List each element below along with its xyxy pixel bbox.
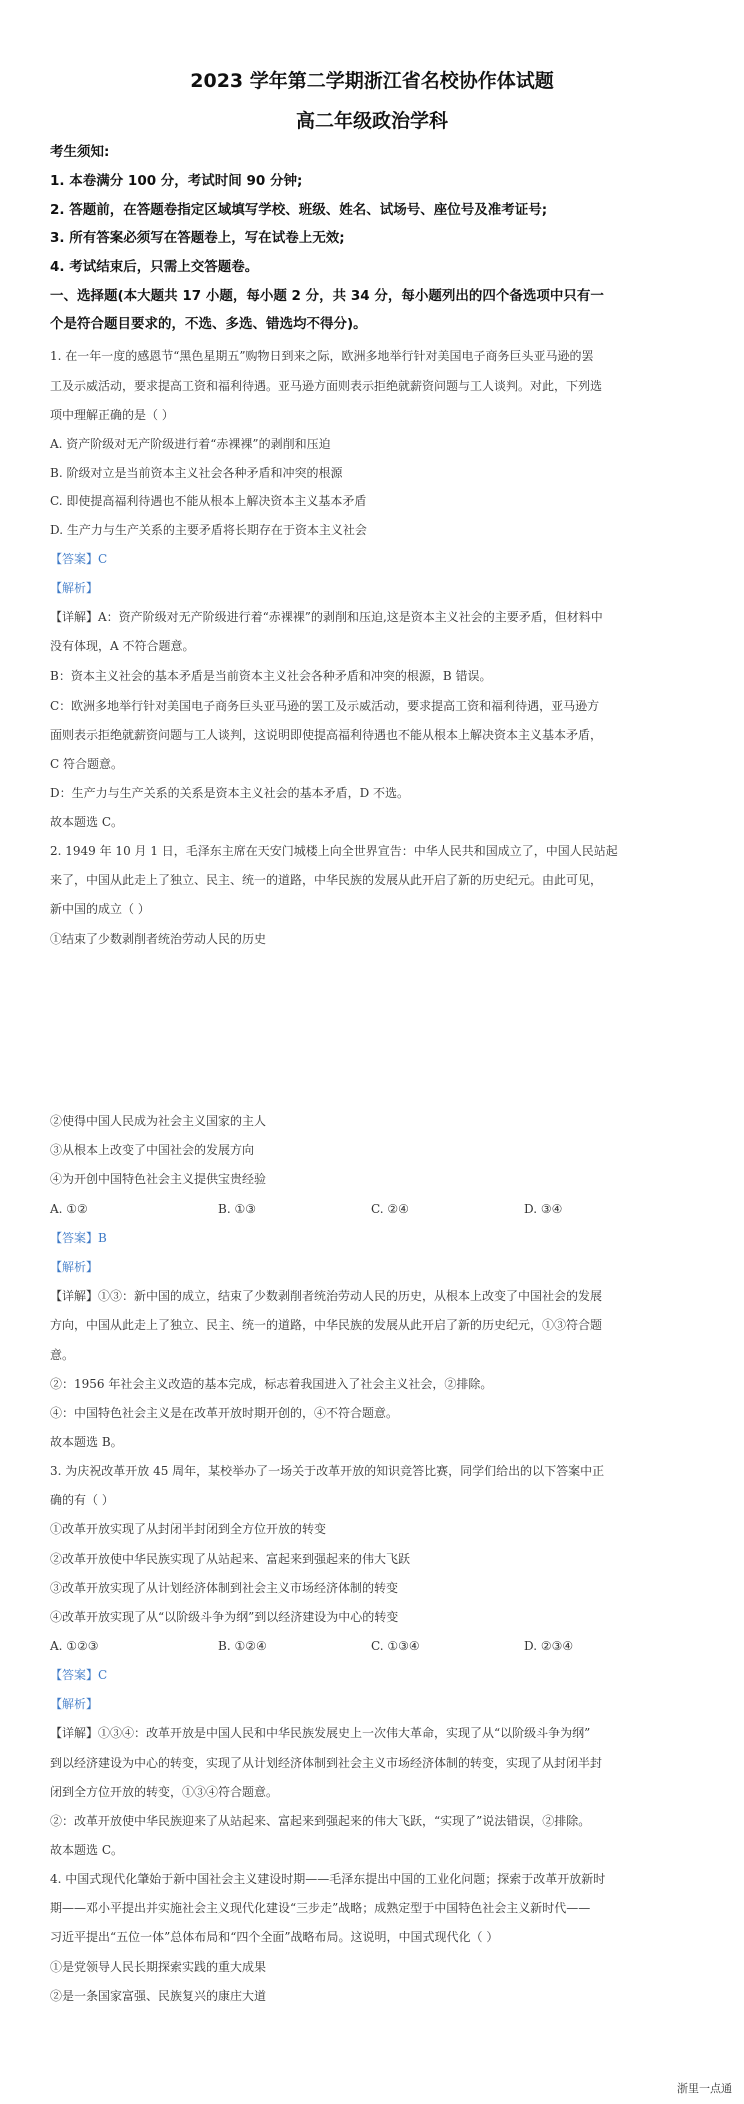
detail-line: 意。 bbox=[50, 1348, 75, 1362]
exam-subtitle: 高二年级政治学科 bbox=[295, 110, 448, 132]
question-stem: 4. 中国式现代化肇始于新中国社会主义建设时期——毛泽东提出中国的工业化问题；探索于改革开放新时 bbox=[50, 1872, 606, 1886]
analysis-label: 【解析】 bbox=[50, 581, 99, 595]
option-c: C. 即使提高福利待遇也不能从根本上解决资本主义基本矛盾 bbox=[50, 494, 367, 508]
section-heading: 一、选择题(本大题共 17 小题，每小题 2 分，共 34 分，每小题列出的四个备选项中只有一 bbox=[50, 288, 604, 304]
notice-item: 3. 所有答案必须写在答题卷上，写在试卷上无效; bbox=[50, 230, 345, 246]
question-stem: 确的有（ ） bbox=[50, 1493, 114, 1507]
notice-item: 1. 本卷满分 100 分，考试时间 90 分钟; bbox=[50, 173, 303, 189]
notice-heading: 考生须知: bbox=[50, 144, 110, 160]
detail-line: 故本题选 B。 bbox=[50, 1435, 123, 1449]
detail-line: ④：中国特色社会主义是在改革开放时期开创的，④不符合题意。 bbox=[50, 1406, 399, 1420]
detail-line: B：资本主义社会的基本矛盾是当前资本主义社会各种矛盾和冲突的根源，B 错误。 bbox=[50, 669, 492, 683]
statement-item: ①结束了少数剥削者统治劳动人民的历史 bbox=[50, 932, 267, 946]
question-stem: 3. 为庆祝改革开放 45 周年，某校举办了一场关于改革开放的知识竞答比赛，同学们给出的以下答案中正 bbox=[50, 1464, 605, 1478]
statement-item: ②是一条国家富强、民族复兴的康庄大道 bbox=[50, 1989, 267, 2003]
question-stem: 2. 1949 年 10 月 1 日，毛泽东主席在天安门城楼上向全世界宣告：中华人民共和国成立了，中国人民站起 bbox=[50, 844, 618, 858]
answer-label: 【答案】B bbox=[50, 1231, 107, 1245]
choice-b: B. ①③ bbox=[218, 1202, 256, 1216]
option-b: B. 阶级对立是当前资本主义社会各种矛盾和冲突的根源 bbox=[50, 466, 343, 480]
detail-line: C：欧洲多地举行针对美国电子商务巨头亚马逊的罢工及示威活动，要求提高工资和福利待遇，亚马逊方 bbox=[50, 699, 600, 713]
statement-item: ①是党领导人民长期探索实践的重大成果 bbox=[50, 1960, 267, 1974]
detail-line: ②：改革开放使中华民族迎来了从站起来、富起来到强起来的伟大飞跃，“实现了”说法错误，②排除。 bbox=[50, 1814, 591, 1828]
detail-line: D：生产力与生产关系的关系是资本主义社会的基本矛盾，D 不选。 bbox=[50, 786, 410, 800]
exam-title: 2023 学年第二学期浙江省名校协作体试题 bbox=[190, 70, 554, 92]
detail-line: 方向，中国从此走上了独立、民主、统一的道路，中华民族的发展从此开启了新的历史纪元，①③符合题 bbox=[50, 1318, 603, 1332]
statement-item: ④为开创中国特色社会主义提供宝贵经验 bbox=[50, 1172, 267, 1186]
question-stem: 来了，中国从此走上了独立、民主、统一的道路，中华民族的发展从此开启了新的历史纪元。由此可见， bbox=[50, 873, 603, 887]
detail-line: 【详解】①③：新中国的成立，结束了少数剥削者统治劳动人民的历史，从根本上改变了中国社会的发展 bbox=[50, 1289, 603, 1303]
question-stem: 新中国的成立（ ） bbox=[50, 902, 150, 916]
detail-line: 故本题选 C。 bbox=[50, 815, 123, 829]
option-d: D. 生产力与生产关系的主要矛盾将长期存在于资本主义社会 bbox=[50, 523, 367, 537]
statement-item: ③从根本上改变了中国社会的发展方向 bbox=[50, 1143, 255, 1157]
answer-label: 【答案】C bbox=[50, 552, 108, 566]
detail-line: 【详解】①③④：改革开放是中国人民和中华民族发展史上一次伟大革命，实现了从“以阶级斗争为纲” bbox=[50, 1726, 591, 1740]
choice-a: A. ①②③ bbox=[50, 1639, 99, 1653]
detail-line: 没有体现，A 不符合题意。 bbox=[50, 639, 195, 653]
detail-line: 到以经济建设为中心的转变，实现了从计划经济体制到社会主义市场经济体制的转变，实现了从封闭半封 bbox=[50, 1756, 603, 1770]
question-stem: 1. 在一年一度的感恩节“黑色星期五”购物日到来之际，欧洲多地举行针对美国电子商务巨头亚马逊的罢 bbox=[50, 349, 594, 363]
detail-line: C 符合题意。 bbox=[50, 757, 123, 771]
answer-label: 【答案】C bbox=[50, 1668, 108, 1682]
detail-line: ②：1956 年社会主义改造的基本完成，标志着我国进入了社会主义社会，②排除。 bbox=[50, 1377, 493, 1391]
statement-item: ③改革开放实现了从计划经济体制到社会主义市场经济体制的转变 bbox=[50, 1581, 399, 1595]
notice-item: 2. 答题前，在答题卷指定区域填写学校、班级、姓名、试场号、座位号及准考证号; bbox=[50, 202, 548, 218]
option-a: A. 资产阶级对无产阶级进行着“赤裸裸”的剥削和压迫 bbox=[50, 437, 331, 451]
detail-line: 【详解】A：资产阶级对无产阶级进行着“赤裸裸”的剥削和压迫,这是资本主义社会的主要矛盾，但材料中 bbox=[50, 610, 603, 624]
statement-item: ④改革开放实现了从“以阶级斗争为纲”到以经济建设为中心的转变 bbox=[50, 1610, 399, 1624]
question-stem: 项中理解正确的是（ ） bbox=[50, 408, 174, 422]
footer-watermark: 浙里一点通 bbox=[677, 2082, 732, 2095]
choice-c: C. ①③④ bbox=[371, 1639, 420, 1653]
question-stem: 习近平提出“五位一体”总体布局和“四个全面”战略布局。这说明，中国式现代化（ ） bbox=[50, 1930, 499, 1944]
analysis-label: 【解析】 bbox=[50, 1697, 99, 1711]
notice-item: 4. 考试结束后，只需上交答题卷。 bbox=[50, 259, 259, 275]
statement-item: ②改革开放使中华民族实现了从站起来、富起来到强起来的伟大飞跃 bbox=[50, 1552, 411, 1566]
statement-item: ②使得中国人民成为社会主义国家的主人 bbox=[50, 1114, 267, 1128]
detail-line: 面则表示拒绝就薪资问题与工人谈判，这说明即使提高福利待遇也不能从根本上解决资本主义基本矛盾， bbox=[50, 728, 603, 742]
choice-d: D. ③④ bbox=[524, 1202, 563, 1216]
detail-line: 故本题选 C。 bbox=[50, 1843, 123, 1857]
section-heading-cont: 个是符合题目要求的，不选、多选、错选均不得分)。 bbox=[50, 316, 367, 332]
choice-c: C. ②④ bbox=[371, 1202, 409, 1216]
detail-line: 闭到全方位开放的转变，①③④符合题意。 bbox=[50, 1785, 279, 1799]
choice-d: D. ②③④ bbox=[524, 1639, 574, 1653]
question-stem: 工及示威活动，要求提高工资和福利待遇。亚马逊方面则表示拒绝就薪资问题与工人谈判。对此，下列选 bbox=[50, 379, 603, 393]
question-stem: 期——邓小平提出并实施社会主义现代化建设“三步走”战略；成熟定型于中国特色社会主义新时代—— bbox=[50, 1901, 591, 1915]
statement-item: ①改革开放实现了从封闭半封闭到全方位开放的转变 bbox=[50, 1522, 327, 1536]
choice-b: B. ①②④ bbox=[218, 1639, 267, 1653]
analysis-label: 【解析】 bbox=[50, 1260, 99, 1274]
choice-a: A. ①② bbox=[50, 1202, 88, 1216]
